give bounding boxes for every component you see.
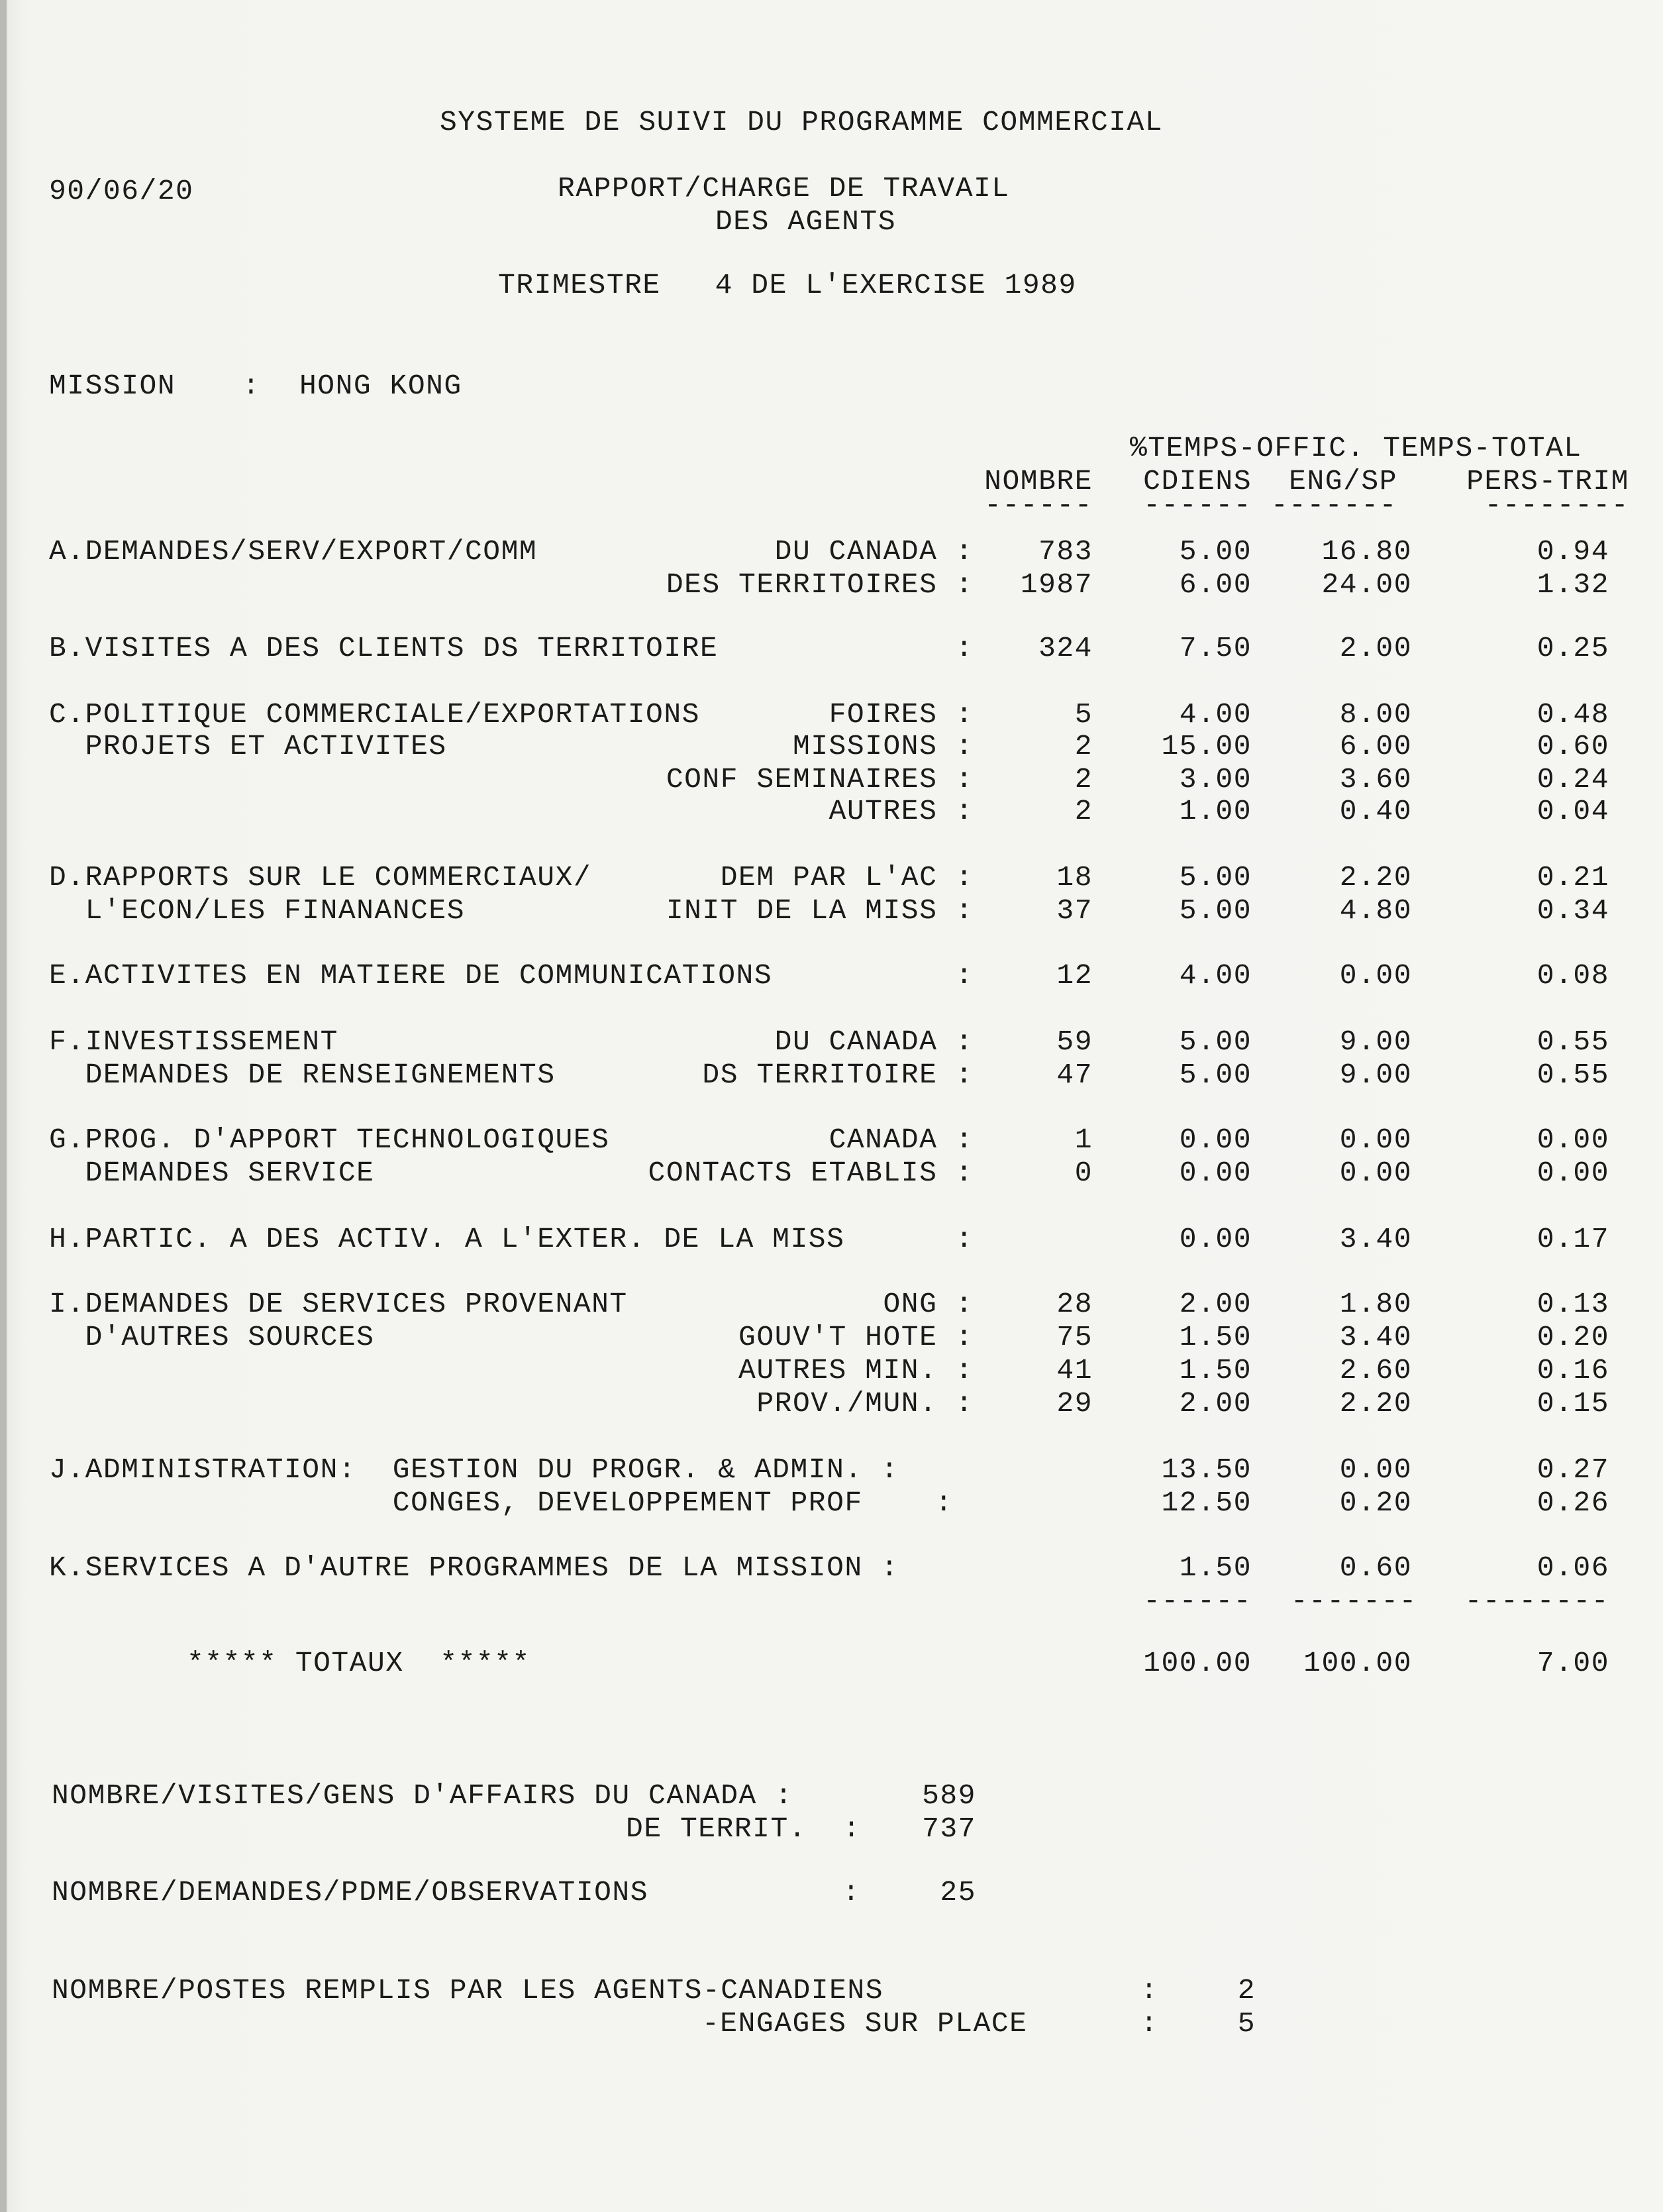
total-perstrim: 7.00 <box>1537 1647 1609 1679</box>
totals-label: ***** TOTAUX ***** <box>187 1647 530 1679</box>
summary-postes-separator: : <box>1140 1974 1159 2007</box>
report-date: 90/06/20 <box>49 175 194 207</box>
row-engsp: 16.80 <box>1321 535 1412 568</box>
summary-pdme-separator: : <box>842 1876 861 1909</box>
row-cdiens: 1.50 <box>1179 1552 1252 1584</box>
row-sublabel: CONTACTS ETABLIS : <box>648 1157 974 1189</box>
row-label: L'ECON/LES FINANANCES <box>49 894 465 927</box>
row-sublabel: DS TERRITOIRE : <box>702 1059 974 1091</box>
row-engsp: 0.00 <box>1339 959 1412 992</box>
report-title-line1: RAPPORT/CHARGE DE TRAVAIL <box>558 172 1010 205</box>
row-cdiens: 0.00 <box>1179 1124 1252 1156</box>
row-label: B.VISITES A DES CLIENTS DS TERRITOIRE <box>49 632 719 664</box>
row-sublabel: INIT DE LA MISS : <box>666 894 974 927</box>
row-sublabel: FOIRES : <box>829 698 974 731</box>
row-cdiens: 5.00 <box>1179 535 1252 568</box>
mission-value: HONG KONG <box>299 370 462 402</box>
summary-pdme-label: NOMBRE/DEMANDES/PDME/OBSERVATIONS <box>52 1876 649 1909</box>
row-sublabel: CANADA : <box>829 1124 974 1156</box>
row-engsp: 0.40 <box>1339 795 1412 827</box>
row-cdiens: 5.00 <box>1179 861 1252 894</box>
row-nombre: 47 <box>1056 1059 1093 1091</box>
column-header-nombre: NOMBRE <box>984 465 1093 498</box>
row-cdiens: 1.50 <box>1179 1354 1252 1387</box>
row-perstrim: 0.13 <box>1537 1288 1609 1320</box>
row-perstrim: 0.60 <box>1537 730 1609 763</box>
row-perstrim: 0.25 <box>1537 632 1609 664</box>
row-label: D.RAPPORTS SUR LE COMMERCIAUX/ <box>49 861 592 894</box>
row-engsp: 0.60 <box>1339 1552 1412 1584</box>
row-cdiens: 0.00 <box>1179 1157 1252 1189</box>
row-perstrim: 0.26 <box>1537 1487 1609 1519</box>
row-sublabel: AUTRES : <box>829 795 974 827</box>
row-nombre: 12 <box>1056 959 1093 992</box>
row-nombre: 59 <box>1056 1026 1093 1058</box>
row-label: I.DEMANDES DE SERVICES PROVENANT <box>49 1288 628 1320</box>
row-perstrim: 0.00 <box>1537 1157 1609 1189</box>
total-cdiens: 100.00 <box>1143 1647 1252 1679</box>
row-sublabel: : <box>955 632 974 664</box>
row-sublabel: CONF SEMINAIRES : <box>666 763 974 796</box>
summary-postes-value: 2 <box>1237 1974 1256 2007</box>
row-label: D'AUTRES SOURCES <box>49 1321 375 1353</box>
row-engsp: 0.00 <box>1339 1453 1412 1486</box>
row-label: CONGES, DEVELOPPEMENT PROF : <box>49 1487 954 1519</box>
report-system-title: SYSTEME DE SUIVI DU PROGRAMME COMMERCIAL <box>440 106 1164 138</box>
row-cdiens: 5.00 <box>1179 1026 1252 1058</box>
row-sublabel: DU CANADA : <box>774 1026 974 1058</box>
column-header-engsp: ENG/SP <box>1289 465 1397 498</box>
row-cdiens: 1.50 <box>1179 1321 1252 1353</box>
row-perstrim: 0.16 <box>1537 1354 1609 1387</box>
row-engsp: 2.00 <box>1339 632 1412 664</box>
row-sublabel: DES TERRITOIRES : <box>666 568 974 601</box>
row-label: K.SERVICES A D'AUTRE PROGRAMMES DE LA MISSION : <box>49 1552 899 1584</box>
row-label: J.ADMINISTRATION: GESTION DU PROGR. & ADMIN. : <box>49 1453 899 1486</box>
row-perstrim: 0.55 <box>1537 1059 1609 1091</box>
row-cdiens: 4.00 <box>1179 698 1252 731</box>
summary-postes-label: NOMBRE/POSTES REMPLIS PAR LES AGENTS-CANADIENS <box>52 1974 883 2007</box>
row-nombre: 2 <box>1074 730 1093 763</box>
row-sublabel: DU CANADA : <box>774 535 974 568</box>
row-sublabel: : <box>955 959 974 992</box>
row-engsp: 1.80 <box>1339 1288 1412 1320</box>
row-perstrim: 0.34 <box>1537 894 1609 927</box>
row-engsp: 9.00 <box>1339 1026 1412 1058</box>
row-nombre: 29 <box>1056 1387 1093 1420</box>
row-sublabel: ONG : <box>883 1288 974 1320</box>
column-underline-nombre: ------ <box>984 489 1093 521</box>
total-rule-cdiens: ------ <box>1143 1585 1252 1617</box>
summary-pdme-value: 25 <box>940 1876 976 1909</box>
row-nombre: 5 <box>1074 698 1093 731</box>
report-title-line2: DES AGENTS <box>715 205 897 238</box>
row-nombre: 324 <box>1038 632 1093 664</box>
row-perstrim: 0.08 <box>1537 959 1609 992</box>
row-perstrim: 0.55 <box>1537 1026 1609 1058</box>
row-sublabel: PROV./MUN. : <box>756 1387 974 1420</box>
row-label: F.INVESTISSEMENT <box>49 1026 338 1058</box>
row-nombre: 1987 <box>1020 568 1093 601</box>
row-perstrim: 0.06 <box>1537 1552 1609 1584</box>
row-perstrim: 0.20 <box>1537 1321 1609 1353</box>
row-perstrim: 1.32 <box>1537 568 1609 601</box>
row-nombre: 41 <box>1056 1354 1093 1387</box>
row-engsp: 2.60 <box>1339 1354 1412 1387</box>
row-engsp: 3.60 <box>1339 763 1412 796</box>
total-rule-engsp: ------- <box>1290 1585 1417 1617</box>
row-perstrim: 0.94 <box>1537 535 1609 568</box>
summary-territ-value: 737 <box>922 1813 976 1845</box>
row-engsp: 9.00 <box>1339 1059 1412 1091</box>
summary-visites-label: NOMBRE/VISITES/GENS D'AFFAIRS DU CANADA : <box>52 1779 793 1812</box>
row-cdiens: 2.00 <box>1179 1288 1252 1320</box>
row-nombre: 0 <box>1074 1157 1093 1189</box>
row-cdiens: 5.00 <box>1179 1059 1252 1091</box>
row-label: DEMANDES DE RENSEIGNEMENTS <box>49 1059 556 1091</box>
row-nombre: 28 <box>1056 1288 1093 1320</box>
summary-territ-label: DE TERRIT. : <box>626 1813 861 1845</box>
row-sublabel: : <box>955 1223 974 1255</box>
row-label: G.PROG. D'APPORT TECHNOLOGIQUES <box>49 1124 610 1156</box>
mission-separator: : <box>242 370 261 402</box>
row-engsp: 3.40 <box>1339 1321 1412 1353</box>
column-underline-perstrim: -------- <box>1484 489 1629 521</box>
row-sublabel: DEM PAR L'AC : <box>720 861 974 894</box>
summary-engages-value: 5 <box>1237 2007 1256 2040</box>
row-engsp: 4.80 <box>1339 894 1412 927</box>
row-label: DEMANDES SERVICE <box>49 1157 375 1189</box>
row-nombre: 2 <box>1074 795 1093 827</box>
row-sublabel: MISSIONS : <box>792 730 974 763</box>
row-label: PROJETS ET ACTIVITES <box>49 730 447 763</box>
row-perstrim: 0.15 <box>1537 1387 1609 1420</box>
row-sublabel: AUTRES MIN. : <box>738 1354 974 1387</box>
row-engsp: 0.20 <box>1339 1487 1412 1519</box>
row-engsp: 0.00 <box>1339 1124 1412 1156</box>
column-header-cdiens: CDIENS <box>1143 465 1252 498</box>
row-nombre: 37 <box>1056 894 1093 927</box>
summary-engages-label: -ENGAGES SUR PLACE <box>702 2007 1028 2040</box>
row-engsp: 2.20 <box>1339 861 1412 894</box>
row-engsp: 0.00 <box>1339 1157 1412 1189</box>
column-underline-cdiens: ------ <box>1143 489 1252 521</box>
mission-label: MISSION <box>49 370 176 402</box>
row-cdiens: 15.00 <box>1161 730 1252 763</box>
row-engsp: 6.00 <box>1339 730 1412 763</box>
total-rule-perstrim: -------- <box>1464 1585 1609 1617</box>
row-cdiens: 0.00 <box>1179 1223 1252 1255</box>
row-nombre: 1 <box>1074 1124 1093 1156</box>
row-perstrim: 0.24 <box>1537 763 1609 796</box>
row-engsp: 3.40 <box>1339 1223 1412 1255</box>
column-header-time: %TEMPS-OFFIC. TEMPS-TOTAL <box>1130 432 1582 464</box>
row-engsp: 24.00 <box>1321 568 1412 601</box>
row-perstrim: 0.21 <box>1537 861 1609 894</box>
row-cdiens: 13.50 <box>1161 1453 1252 1486</box>
summary-visites-value: 589 <box>922 1779 976 1812</box>
column-header-perstrim: PERS-TRIM <box>1466 465 1629 498</box>
row-engsp: 8.00 <box>1339 698 1412 731</box>
row-perstrim: 0.17 <box>1537 1223 1609 1255</box>
row-label: E.ACTIVITES EN MATIERE DE COMMUNICATIONS <box>49 959 773 992</box>
column-underline-engsp: ------- <box>1270 489 1397 521</box>
row-cdiens: 2.00 <box>1179 1387 1252 1420</box>
row-nombre: 783 <box>1038 535 1093 568</box>
row-label: C.POLITIQUE COMMERCIALE/EXPORTATIONS <box>49 698 700 731</box>
row-sublabel: GOUV'T HOTE : <box>738 1321 974 1353</box>
report-quarter: TRIMESTRE 4 DE L'EXERCISE 1989 <box>498 269 1077 301</box>
row-perstrim: 0.04 <box>1537 795 1609 827</box>
row-cdiens: 7.50 <box>1179 632 1252 664</box>
page-edge-shadow <box>0 0 7 2212</box>
row-label: H.PARTIC. A DES ACTIV. A L'EXTER. DE LA MISS <box>49 1223 845 1255</box>
row-nombre: 18 <box>1056 861 1093 894</box>
row-perstrim: 0.48 <box>1537 698 1609 731</box>
row-cdiens: 1.00 <box>1179 795 1252 827</box>
row-nombre: 2 <box>1074 763 1093 796</box>
row-cdiens: 5.00 <box>1179 894 1252 927</box>
row-engsp: 2.20 <box>1339 1387 1412 1420</box>
row-cdiens: 6.00 <box>1179 568 1252 601</box>
row-perstrim: 0.00 <box>1537 1124 1609 1156</box>
row-perstrim: 0.27 <box>1537 1453 1609 1486</box>
row-label: A.DEMANDES/SERV/EXPORT/COMM <box>49 535 538 568</box>
row-nombre: 75 <box>1056 1321 1093 1353</box>
summary-engages-separator: : <box>1140 2007 1159 2040</box>
total-engsp: 100.00 <box>1303 1647 1412 1679</box>
row-cdiens: 12.50 <box>1161 1487 1252 1519</box>
row-cdiens: 3.00 <box>1179 763 1252 796</box>
row-cdiens: 4.00 <box>1179 959 1252 992</box>
